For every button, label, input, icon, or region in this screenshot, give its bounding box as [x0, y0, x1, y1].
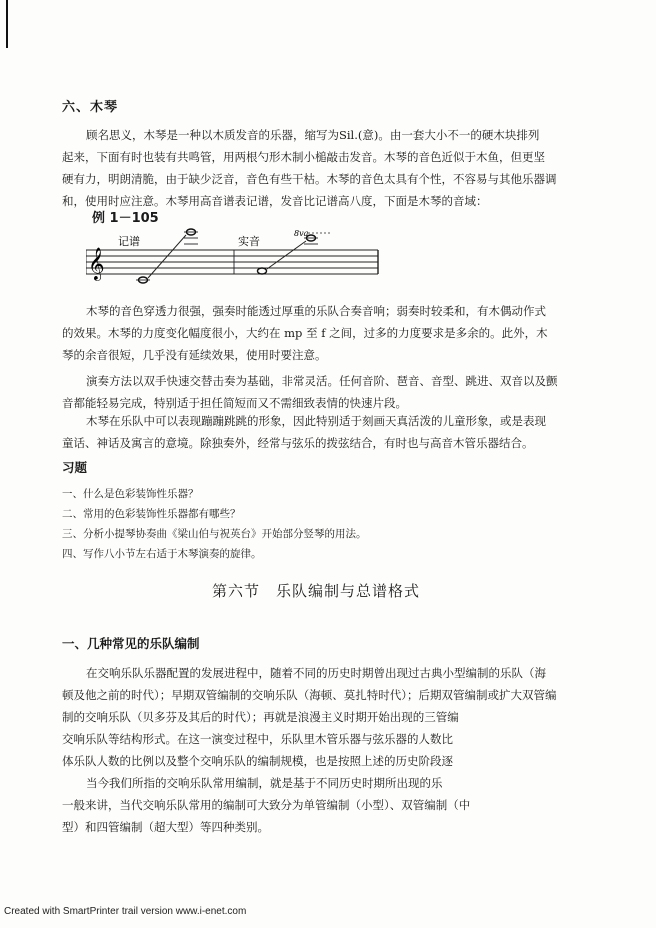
xylophone-range-staff — [86, 228, 386, 292]
section-heading-xylophone: 六、木琴 — [62, 100, 119, 115]
list-item: 二、常用的色彩装饰性乐器都有哪些？ — [62, 508, 241, 520]
list-item: 一、什么是色彩装饰性乐器？ — [62, 488, 199, 500]
orchestra-size-paragraph: 当今我们所指的交响乐队常用编制，就是基于不同历史时期所出现的乐 一般来讲，当代交响乐队常用的编制可大致分为单管编制（小型）、双管编制（中 型）和四管编制（超大型）等四种类别。 — [62, 776, 471, 834]
svg-text:记谱: 记谱 — [118, 235, 140, 248]
section-title: 第六节 乐队编制与总谱格式 — [212, 582, 421, 600]
svg-text:8va: 8va — [294, 229, 309, 238]
sounding-low-note-icon — [258, 268, 267, 274]
left-margin-bar — [6, 0, 8, 48]
list-item: 四、写作八小节左右适于木琴演奏的旋律。 — [62, 548, 262, 560]
xylophone-timbre-paragraph: 木琴的音色穿透力很强，强奏时能透过厚重的乐队合奏音响；弱奏时较柔和，有木偶动作式 的效果。木琴的力度变化幅度很小，大约在 mp 至 f 之间，过多的力度要求是多余的。此外，木 琴的余音很短，几乎没有延续效果，使用时要注意。 — [62, 304, 548, 362]
treble-clef-icon: 𝄞 — [88, 247, 105, 280]
orchestra-history-paragraph: 在交响乐队乐器配置的发展进程中，随着不同的历史时期曾出现过古典小型编制的乐队（海 顿及他之前的时代）；早期双管编制的交响乐队（海顿、莫扎特时代）；后期双管编制或扩大双管编 制的交响乐队（贝多芬及其后的时代）；再就是浪漫主义时期开始出现的三管编 交响乐队等结构形式。在这一演变过程中，乐队里木管乐器与弦乐器的人数比 体乐队人数的比例以及整个交响乐队的编制规模，也是按照上述的历史阶段逐 — [62, 666, 557, 768]
xylophone-intro-paragraph: 顾名思义，木琴是一种以木质发音的乐器，缩写为Sil.(意)。由一套大小不一的硬木块排列 起来，下面有时也装有共鸣管，用两根勺形木制小槌敲击发音。木琴的音色近似于木鱼，但更坚 硬有力，明朗清脆，由于缺少泛音，音色有些干枯。木琴的音色太具有个性，不容易与其他乐器调 和，使用时应注意。木琴用高音谱表记谱，发音比记谱高八度，下面是木琴的音域： — [62, 128, 557, 208]
xylophone-technique-paragraph: 演奏方法以双手快速交替击奏为基础，非常灵活。任何音阶、琶音、音型、跳进、双音以及颤 音都能轻易完成，特别适于担任简短而又不需细致表情的快速片段。 — [62, 374, 558, 410]
xylophone-usage-paragraph: 木琴在乐队中可以表现蹦蹦跳跳的形象，因此特别适于刻画天真活泼的儿童形象，或是表现 童话、神话及寓言的意境。除独奏外，经常与弦乐的拨弦结合，有时也与高音木管乐器结合。 — [62, 414, 546, 450]
list-item: 三、分析小提琴协奏曲《梁山伯与祝英台》开始部分竖琴的用法。 — [62, 528, 367, 540]
exercise-list — [62, 484, 367, 564]
exercises-title: 习题 — [62, 460, 88, 475]
svg-text:实音: 实音 — [238, 235, 260, 248]
footer-watermark: Created with SmartPrinter trail version www.i-enet.com — [4, 906, 247, 917]
part-heading: 一、几种常见的乐队编制 — [62, 636, 200, 651]
example-label: 例 1－105 — [92, 211, 159, 226]
